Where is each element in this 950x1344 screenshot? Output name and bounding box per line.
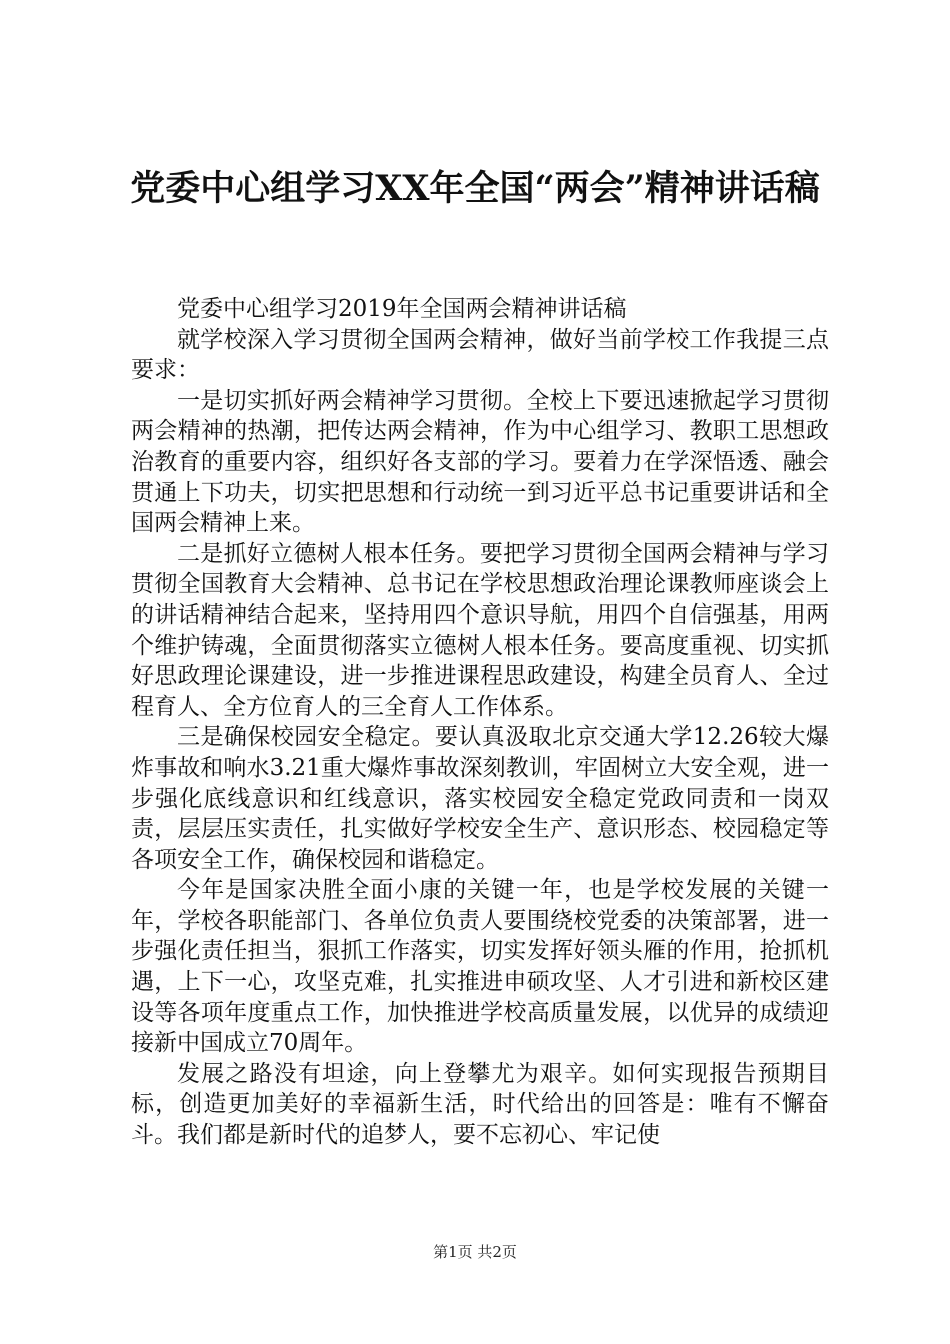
document-body — [131, 294, 829, 1151]
paragraph-heading-line: 党委中心组学习2019年全国两会精神讲话稿 — [177, 296, 627, 322]
paragraph-intro: 就学校深入学习贯彻全国两会精神，做好当前学校工作我提三点要求： — [131, 326, 829, 384]
document-title: 党委中心组学习XX年全国“两会”精神讲话稿 — [130, 168, 820, 209]
paragraph-development: 发展之路没有坦途，向上登攀尤为艰辛。如何实现报告预期目标，创造更加美好的幸福新生活，时代给出的回答是：唯有不懈奋斗。我们都是新时代的追梦人，要不忘初心、牢记使 — [131, 1060, 829, 1149]
page-footer: 第1页 共2页 — [433, 1243, 517, 1261]
paragraph-point-one: 一是切实抓好两会精神学习贯彻。全校上下要迅速掀起学习贯彻两会精神的热潮，把传达两会精神，作为中心组学习、教职工思想政治教育的重要内容，组织好各支部的学习。要着力在学深悟透、融会贯通上下功夫，切实把思想和行动统一到习近平总书记重要讲话和全国两会精神上来。 — [131, 387, 829, 537]
paragraph-point-two: 二是抓好立德树人根本任务。要把学习贯彻全国两会精神与学习贯彻全国教育大会精神、总书记在学校思想政治理论课教师座谈会上的讲话精神结合起来，坚持用四个意识导航，用四个自信强基，用两个维护铸魂，全面贯彻落实立德树人根本任务。要高度重视、切实抓好思政理论课建设，进一步推进课程思政建设，构建全员育人、全过程育人、全方位育人的三全育人工作体系。 — [131, 540, 829, 720]
paragraph-point-three: 三是确保校园安全稳定。要认真汲取北京交通大学12.26较大爆炸事故和响水3.21重大爆炸事故深刻教训，牢固树立大安全观，进一步强化底线意识和红线意识，落实校园安全稳定党政同责和一岗双责，层层压实责任，扎实做好学校安全生产、意识形态、校园稳定等各项安全工作，确保校园和谐稳定。 — [131, 724, 829, 873]
paragraph-this-year: 今年是国家决胜全面小康的关键一年，也是学校发展的关键一年，学校各职能部门、各单位负责人要围绕校党委的决策部署，进一步强化责任担当，狠抓工作落实，切实发挥好领头雁的作用，抢抓机遇，上下一心，攻坚克难，扎实推进申硕攻坚、人才引进和新校区建设等各项年度重点工作，加快推进学校高质量发展，以优异的成绩迎接新中国成立70周年。 — [131, 877, 829, 1057]
